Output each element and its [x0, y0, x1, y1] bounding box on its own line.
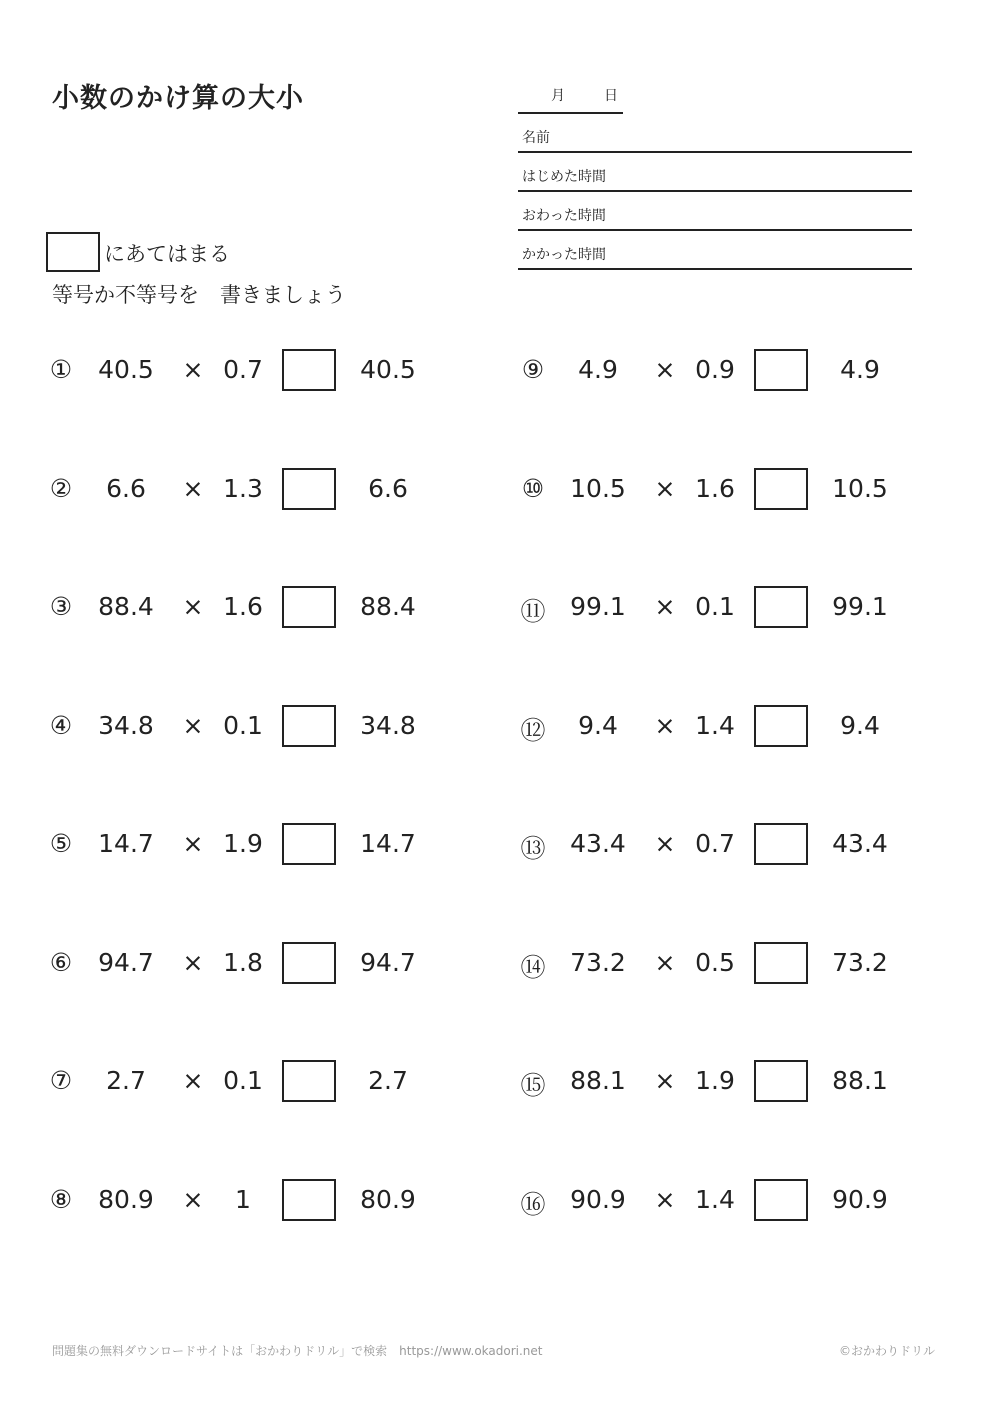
problem-number: ⑯ — [520, 1190, 546, 1219]
name-field[interactable] — [518, 116, 912, 153]
problem-row — [518, 705, 958, 749]
problem-multiplier: 0.5 — [695, 948, 735, 977]
start-time-label: はじめた時間 — [522, 169, 606, 185]
problem-multiplicand: 88.4 — [98, 592, 154, 621]
problem-row — [518, 823, 958, 867]
problem-compare-value: 34.8 — [360, 711, 416, 740]
problem-multiplicand: 9.4 — [578, 711, 618, 740]
instruction-line-1: にあてはまる — [104, 242, 230, 266]
problem-compare-value: 40.5 — [360, 355, 416, 384]
problem-row — [46, 349, 486, 393]
date-day-label: 日 — [604, 88, 618, 104]
problem-compare-value: 10.5 — [832, 474, 888, 503]
problem-number: ⑤ — [49, 829, 73, 858]
times-symbol: × — [182, 948, 204, 977]
problem-row — [518, 586, 958, 630]
problem-multiplier: 0.9 — [695, 355, 735, 384]
problem-multiplicand: 43.4 — [570, 829, 626, 858]
times-symbol: × — [654, 948, 676, 977]
answer-box[interactable] — [754, 823, 808, 865]
times-symbol: × — [182, 1066, 204, 1095]
problem-number: ⑩ — [521, 474, 545, 503]
problem-compare-value: 9.4 — [840, 711, 880, 740]
answer-box[interactable] — [282, 586, 336, 628]
problem-compare-value: 6.6 — [368, 474, 408, 503]
footer-copyright: ©おかわりドリル — [838, 1344, 935, 1358]
problem-number: ⑭ — [520, 953, 546, 982]
date-field[interactable] — [518, 82, 623, 114]
problem-compare-value: 14.7 — [360, 829, 416, 858]
answer-box[interactable] — [754, 349, 808, 391]
problem-multiplier: 1 — [235, 1185, 251, 1214]
problem-multiplier: 0.1 — [223, 711, 263, 740]
problem-row — [518, 349, 958, 393]
elapsed-time-field[interactable] — [518, 233, 912, 270]
date-month-label: 月 — [551, 88, 565, 104]
page-title: 小数のかけ算の大小 — [52, 83, 304, 114]
problem-row — [518, 1179, 958, 1223]
problem-multiplier: 1.6 — [695, 474, 735, 503]
times-symbol: × — [654, 355, 676, 384]
instruction-line-2: 等号か不等号を 書きましょう — [52, 283, 346, 307]
problem-row — [46, 942, 486, 986]
problem-multiplicand: 34.8 — [98, 711, 154, 740]
problem-row — [46, 468, 486, 512]
problem-multiplier: 1.4 — [695, 711, 735, 740]
problem-multiplicand: 88.1 — [570, 1066, 626, 1095]
times-symbol: × — [182, 474, 204, 503]
problem-multiplicand: 6.6 — [106, 474, 146, 503]
problem-row — [46, 586, 486, 630]
problem-multiplier: 1.6 — [223, 592, 263, 621]
problem-multiplier: 0.7 — [695, 829, 735, 858]
elapsed-time-label: かかった時間 — [522, 247, 606, 263]
problem-multiplicand: 10.5 — [570, 474, 626, 503]
answer-box[interactable] — [754, 942, 808, 984]
problem-row — [46, 705, 486, 749]
problem-number: ③ — [49, 592, 73, 621]
problem-number: ② — [49, 474, 73, 503]
problem-compare-value: 80.9 — [360, 1185, 416, 1214]
times-symbol: × — [182, 355, 204, 384]
answer-box[interactable] — [282, 1179, 336, 1221]
problem-row — [46, 1060, 486, 1104]
answer-box[interactable] — [282, 823, 336, 865]
times-symbol: × — [654, 1185, 676, 1214]
problem-multiplier: 1.8 — [223, 948, 263, 977]
problem-multiplier: 0.1 — [223, 1066, 263, 1095]
problem-row — [46, 1179, 486, 1223]
problem-multiplier: 0.1 — [695, 592, 735, 621]
problem-multiplier: 0.7 — [223, 355, 263, 384]
problem-compare-value: 94.7 — [360, 948, 416, 977]
problem-multiplicand: 90.9 — [570, 1185, 626, 1214]
problem-number: ⑫ — [520, 716, 546, 745]
problem-compare-value: 99.1 — [832, 592, 888, 621]
answer-box[interactable] — [282, 349, 336, 391]
times-symbol: × — [654, 711, 676, 740]
problem-number: ⑮ — [520, 1071, 546, 1100]
problem-compare-value: 88.1 — [832, 1066, 888, 1095]
problem-number: ⑪ — [520, 597, 546, 626]
times-symbol: × — [654, 1066, 676, 1095]
times-symbol: × — [182, 1185, 204, 1214]
answer-box[interactable] — [282, 942, 336, 984]
problem-multiplicand: 2.7 — [106, 1066, 146, 1095]
problem-multiplicand: 80.9 — [98, 1185, 154, 1214]
end-time-field[interactable] — [518, 194, 912, 231]
problem-compare-value: 73.2 — [832, 948, 888, 977]
problem-row — [518, 1060, 958, 1104]
problem-multiplier: 1.3 — [223, 474, 263, 503]
problem-number: ⑬ — [520, 834, 546, 863]
answer-box[interactable] — [282, 1060, 336, 1102]
instruction-example-box — [46, 232, 100, 272]
problem-number: ⑦ — [49, 1066, 73, 1095]
name-label: 名前 — [522, 130, 550, 146]
problem-compare-value: 88.4 — [360, 592, 416, 621]
problem-multiplicand: 4.9 — [578, 355, 618, 384]
answer-box[interactable] — [282, 705, 336, 747]
times-symbol: × — [182, 592, 204, 621]
problem-row — [518, 468, 958, 512]
times-symbol: × — [182, 829, 204, 858]
end-time-label: おわった時間 — [522, 208, 606, 224]
problem-multiplier: 1.9 — [223, 829, 263, 858]
problem-number: ⑧ — [49, 1185, 73, 1214]
problem-multiplicand: 99.1 — [570, 592, 626, 621]
answer-box[interactable] — [754, 586, 808, 628]
problem-row — [46, 823, 486, 867]
answer-box[interactable] — [754, 1060, 808, 1102]
start-time-field[interactable] — [518, 155, 912, 192]
problem-number: ⑨ — [521, 355, 545, 384]
times-symbol: × — [654, 474, 676, 503]
problem-compare-value: 43.4 — [832, 829, 888, 858]
problem-compare-value: 2.7 — [368, 1066, 408, 1095]
problem-number: ① — [49, 355, 73, 384]
times-symbol: × — [182, 711, 204, 740]
problem-row — [518, 942, 958, 986]
problem-multiplicand: 14.7 — [98, 829, 154, 858]
problem-number: ⑥ — [49, 948, 73, 977]
problem-compare-value: 90.9 — [832, 1185, 888, 1214]
problem-compare-value: 4.9 — [840, 355, 880, 384]
problem-multiplicand: 73.2 — [570, 948, 626, 977]
problem-multiplier: 1.9 — [695, 1066, 735, 1095]
answer-box[interactable] — [754, 705, 808, 747]
problem-number: ④ — [49, 711, 73, 740]
times-symbol: × — [654, 592, 676, 621]
problem-multiplicand: 94.7 — [98, 948, 154, 977]
problem-multiplier: 1.4 — [695, 1185, 735, 1214]
answer-box[interactable] — [754, 1179, 808, 1221]
answer-box[interactable] — [754, 468, 808, 510]
problem-multiplicand: 40.5 — [98, 355, 154, 384]
footer-site-note: 問題集の無料ダウンロードサイトは「おかわりドリル」で検索 https://www.okadori.net — [52, 1344, 543, 1358]
times-symbol: × — [654, 829, 676, 858]
answer-box[interactable] — [282, 468, 336, 510]
